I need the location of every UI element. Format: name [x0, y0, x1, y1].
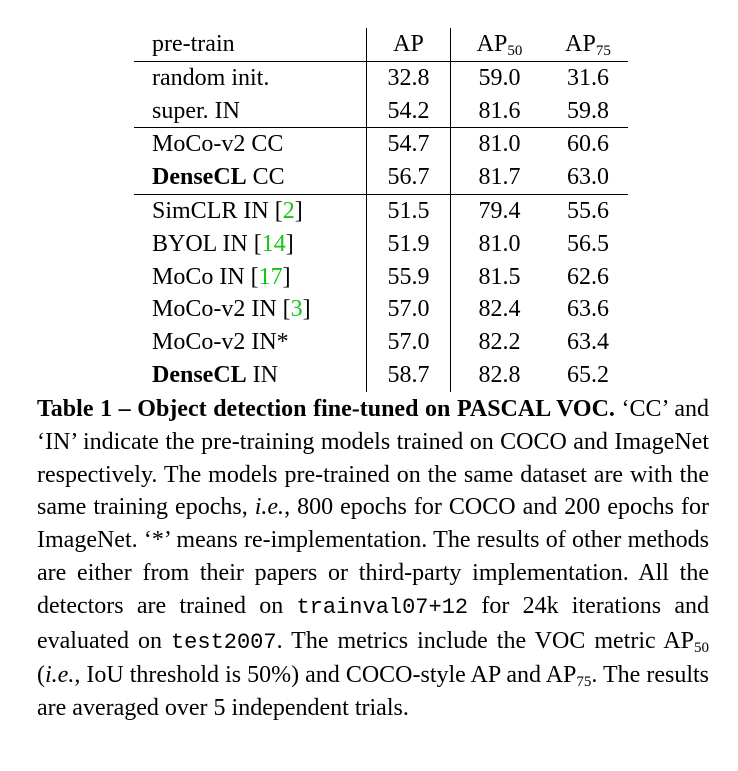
cell-ap: 57.0	[367, 326, 451, 359]
cell-ap: 54.7	[367, 128, 451, 161]
cell-ap75: 55.6	[548, 194, 628, 227]
table-row	[134, 61, 628, 94]
caption-text: , 800 epochs for COCO and 200 epochs for ImageNet. ‘*’ means re-implementation. The results of other methods are either from their papers or third-party implementation. All the detectors are trained on	[37, 494, 709, 619]
cell-ap50: 59.0	[451, 61, 549, 94]
table-row	[134, 194, 628, 227]
cell-pretrain	[134, 326, 367, 359]
cell-ap75: 65.2	[567, 361, 609, 388]
cell-ap50: 81.6	[451, 95, 549, 128]
method-name: super. IN	[152, 97, 240, 124]
cell-ap75: 60.6	[548, 128, 628, 161]
method-name: SimCLR IN	[152, 197, 275, 224]
citation-link[interactable]: 2	[282, 197, 295, 224]
table-body	[134, 61, 628, 391]
cell-ap: 58.7	[367, 359, 451, 392]
caption-code-trainval: trainval07+12	[296, 594, 469, 620]
cell-pretrain: MoCo-v2 IN [3]	[152, 296, 311, 323]
cell-ap50: 82.4	[451, 293, 549, 326]
method-name: IN	[246, 361, 278, 388]
cell-ap: 54.2	[367, 95, 451, 128]
table-row	[134, 161, 628, 194]
cell-ap50: 82.2	[451, 326, 549, 359]
caption-text: , IoU threshold is 50%) and COCO-style AP and AP	[74, 662, 577, 689]
caption-text: . The results are averaged over 5 independent trials.	[37, 662, 709, 722]
results-table-container	[134, 28, 628, 392]
cell-ap75: 62.6	[567, 263, 609, 290]
cell-ap75: 63.6	[567, 296, 609, 323]
table-caption	[37, 393, 709, 725]
caption-ie: i.e.	[45, 662, 75, 689]
method-name: MoCo-v2 IN*	[152, 329, 289, 356]
caption-code-test: test2007	[170, 629, 277, 655]
citation-link[interactable]: 14	[261, 230, 286, 257]
caption-sub: 50	[694, 639, 710, 656]
method-name: MoCo-v2 IN	[152, 296, 283, 323]
method-name: MoCo IN	[152, 263, 251, 290]
cell-ap50: 81.0	[451, 228, 549, 261]
cell-ap50: 82.8	[451, 359, 549, 392]
cell-ap75: 56.5	[567, 230, 609, 257]
method-name: BYOL IN	[152, 230, 254, 257]
cell-pretrain: BYOL IN [14]	[152, 230, 294, 257]
cell-ap50: 81.5	[451, 261, 549, 294]
caption-text: . The metrics include the VOC metric AP	[276, 627, 695, 654]
results-table	[134, 28, 628, 392]
table-row	[134, 293, 628, 326]
table-header-row	[134, 28, 628, 61]
method-name-bold: DenseCL	[152, 164, 247, 191]
header-ap75: $AP_{75}$	[565, 31, 611, 59]
cell-ap: 55.9	[367, 261, 451, 294]
cell-pretrain	[134, 161, 367, 194]
cell-ap75: 31.6	[548, 61, 628, 94]
cell-pretrain	[134, 128, 367, 161]
cell-pretrain	[134, 359, 367, 392]
caption-sub: 75	[576, 674, 592, 691]
cell-ap50: 81.7	[451, 161, 549, 194]
cell-ap: 32.8	[367, 61, 451, 94]
cell-pretrain	[134, 61, 367, 94]
caption-title: Table 1 – Object detection fine-tuned on PASCAL VOC.	[37, 396, 615, 422]
cell-ap50: 81.0	[451, 128, 549, 161]
table-row	[134, 261, 628, 294]
cell-ap75: 63.4	[567, 329, 609, 356]
cell-ap: 51.5	[367, 194, 451, 227]
header-pretrain: pre-train	[152, 31, 235, 57]
table-row	[134, 228, 628, 261]
cell-pretrain: SimCLR IN [2]	[134, 194, 367, 227]
citation-link[interactable]: 3	[290, 296, 303, 323]
caption-text: for 24k iterations and evaluated on	[37, 592, 709, 654]
cell-ap75: 63.0	[567, 164, 609, 191]
table-row	[134, 326, 628, 359]
cell-ap: 56.7	[367, 161, 451, 194]
header-ap: AP	[367, 28, 451, 61]
cell-ap: 57.0	[367, 293, 451, 326]
caption-ie: i.e.	[254, 494, 285, 521]
caption-text: ‘CC’ and ‘IN’ indicate the pre-training models trained on COCO and ImageNet respectively. The models pre-trained on the same dataset are with the same training epochs,	[37, 396, 709, 521]
citation-link[interactable]: 17	[258, 263, 283, 290]
method-name: MoCo-v2 CC	[152, 131, 284, 158]
cell-ap50: 79.4	[451, 194, 549, 227]
cell-ap: 51.9	[367, 228, 451, 261]
caption-text: (	[37, 662, 45, 689]
table-row	[134, 128, 628, 161]
method-name-bold: DenseCL	[152, 361, 247, 388]
method-name: random init.	[152, 64, 270, 91]
method-name: CC	[246, 164, 285, 191]
table-row	[134, 95, 628, 128]
cell-pretrain	[134, 95, 367, 128]
cell-pretrain: MoCo IN [17]	[152, 263, 291, 290]
cell-ap75: 59.8	[567, 97, 609, 124]
table-row	[134, 359, 628, 392]
header-ap50: $AP_{50}$	[451, 28, 549, 61]
